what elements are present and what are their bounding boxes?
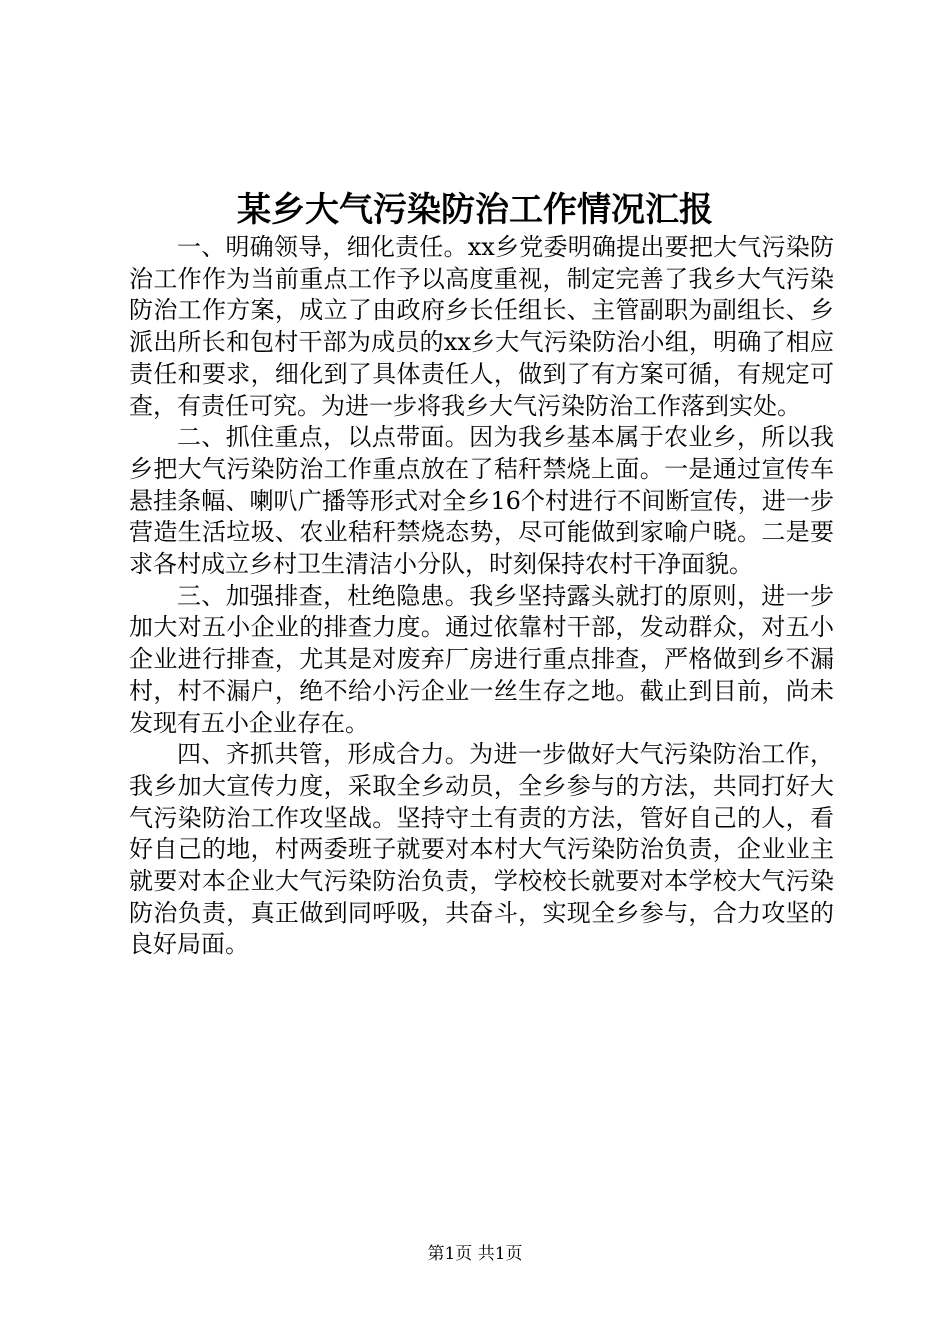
document-title: 某乡大气污染防治工作情况汇报 [237, 190, 713, 230]
paragraph-1: 一、明确领导，细化责任。xx乡党委明确提出要把大气污染防治工作作为当前重点工作予以高度重视，制定完善了我乡大气污染防治工作方案，成立了由政府乡长任组长、主管副职为副组长、乡派出所长和包村干部为成员的xx乡大气污染防治小组，明确了相应责任和要求，细化到了具体责任人，做到了有方案可循，有规定可查，有责任可究。为进一步将我乡大气污染防治工作落到实处。 [129, 233, 834, 420]
paragraph-3: 三、加强排查，杜绝隐患。我乡坚持露头就打的原则，进一步加大对五小企业的排查力度。通过依靠村干部，发动群众，对五小企业进行排查，尤其是对废弃厂房进行重点排查，严格做到乡不漏村，村不漏户，绝不给小污企业一丝生存之地。截止到目前，尚未发现有五小企业存在。 [129, 581, 834, 737]
page-number: 第1页 共1页 [427, 1244, 523, 1264]
page-footer [0, 1243, 950, 1265]
paragraph-4: 四、齐抓共管，形成合力。为进一步做好大气污染防治工作，我乡加大宣传力度，采取全乡动员，全乡参与的方法，共同打好大气污染防治工作攻坚战。坚持守土有责的方法，管好自己的人，看好自己的地，村两委班子就要对本村大气污染防治负责，企业业主就要对本企业大气污染防治负责，学校校长就要对本学校大气污染防治负责，真正做到同呼吸，共奋斗，实现全乡参与，合力攻坚的良好局面。 [129, 740, 834, 959]
document-body [129, 232, 834, 961]
paragraph-2: 二、抓住重点，以点带面。因为我乡基本属于农业乡，所以我乡把大气污染防治工作重点放在了秸秆禁烧上面。一是通过宣传车悬挂条幅、喇叭广播等形式对全乡16个村进行不间断宣传，进一步营造生活垃圾、农业秸秆禁烧态势，尽可能做到家喻户晓。二是要求各村成立乡村卫生清洁小分队，时刻保持农村干净面貌。 [129, 423, 834, 579]
